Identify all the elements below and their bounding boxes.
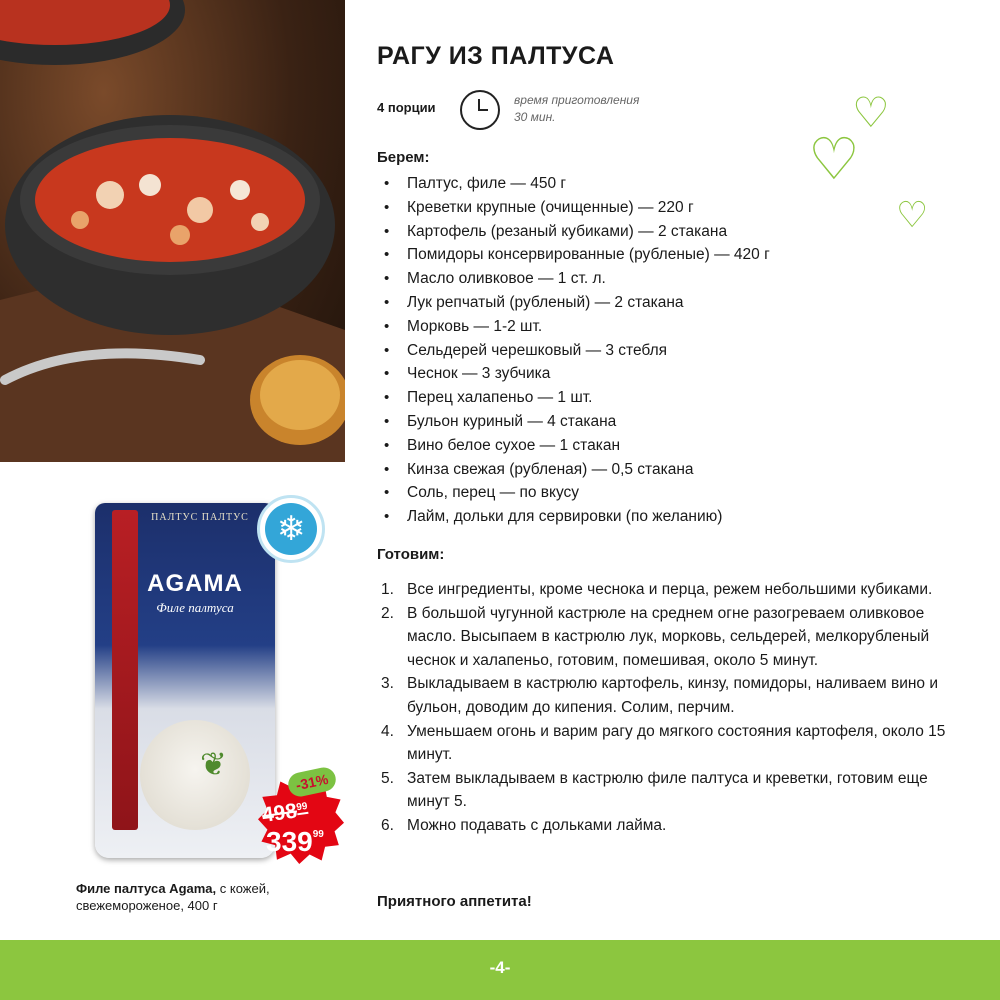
step-number: 6. [381,816,394,834]
step-text: В большой чугунной кастрюле на среднем огне разогреваем оливковое масло. Высыпаем в кастрюлю лук, морковь, сельдерей, мелкорубленый чеснок и халапеньо, готовим, помешивая, около 5 минут. [407,604,930,669]
ingredients-list [377,172,897,529]
step-number: 2. [381,604,394,622]
step-item [377,672,947,719]
ingredient-item: • Сельдерей черешковый — 3 стебля [377,339,897,363]
heart-icon: ♡ [852,88,890,137]
dill-icon: ❦ [200,745,227,783]
ingredient-item: • Бульон куриный — 4 стакана [377,410,897,434]
ingredient-item: • Лук репчатый (рубленый) — 2 стакана [377,291,897,315]
ingredient-item: • Масло оливковое — 1 ст. л. [377,267,897,291]
heart-icon: ♡ [896,195,929,236]
soup-illustration [0,0,345,462]
step-text: Можно подавать с дольками лайма. [407,816,667,834]
step-number: 3. [381,675,394,693]
ingredient-item: • Лайм, дольки для сервировки (по желанию) [377,505,897,529]
recipe-title: РАГУ ИЗ ПАЛТУСА [377,42,615,70]
ingredient-item: • Морковь — 1-2 шт. [377,315,897,339]
snowflake-icon: ❄ [265,503,317,555]
ingredient-item: • Перец халапеньо — 1 шт. [377,386,897,410]
cook-time-label: время приготовления [514,93,640,107]
step-item [377,814,947,838]
step-number: 4. [381,722,394,740]
product-caption-name: Филе палтуса Agama, [76,881,217,896]
step-item [377,720,947,767]
ingredient-item: • Чеснок — 3 зубчика [377,362,897,386]
step-item [377,767,947,814]
new-price-cents: 99 [312,829,324,840]
ingredients-heading: Берем: [377,149,430,166]
ingredient-item: • Картофель (резаный кубиками) — 2 стакана [377,220,897,244]
step-text: Уменьшаем огонь и варим рагу до мягкого состояния картофеля, около 15 минут. [407,722,946,764]
clock-icon [460,90,500,130]
step-text: Выкладываем в кастрюлю картофель, кинзу, помидоры, наливаем вино и бульон, доводим до кипения. Солим, перчим. [407,675,939,716]
fish-fillet-image [140,720,250,830]
quality-ribbon [112,510,138,830]
ingredient-item: • Палтус, филе — 450 г [377,172,897,196]
ingredient-item: • Соль, перец — по вкусу [377,481,897,505]
portions-label: 4 порции [377,100,436,115]
page-number: -4- [489,958,511,977]
package-brand: AGAMA [147,570,243,597]
ingredient-item: • Креветки крупные (очищенные) — 220 г [377,196,897,220]
package-subtitle: Филе палтуса [156,600,234,615]
heart-icon: ♡ [808,125,860,193]
old-price-cents: 99 [295,800,309,814]
package-top-label: ПАЛТУС ПАЛТУС [151,512,249,523]
step-number: 1. [381,581,394,598]
step-text: Затем выкладываем в кастрюлю филе палтуса и креветки, готовим еще минут 5. [407,769,928,811]
step-number: 5. [381,769,394,787]
closing-text: Приятного аппетита! [377,893,532,910]
step-item [377,602,947,673]
ingredient-item: • Кинза свежая (рубленая) — 0,5 стакана [377,458,897,482]
old-price-main: 498 [260,799,299,828]
new-price [266,826,324,858]
ingredient-item: • Вино белое сухое — 1 стакан [377,434,897,458]
step-item [377,578,947,602]
product-caption [76,880,346,914]
cook-time-value: 30 мин. [514,110,556,124]
steps-heading: Готовим: [377,546,445,563]
step-text: Все ингредиенты, кроме чеснока и перца, режем небольшими кубиками. [407,581,933,598]
new-price-main: 339 [266,826,313,857]
ingredient-item: • Помидоры консервированные (рубленые) — 420 г [377,243,897,267]
dish-photo [0,0,345,462]
product-caption-details: с кожей, свежемороженое, 400 г [76,881,270,913]
discount-badge: -31% [286,765,338,798]
steps-list [377,578,947,838]
frozen-badge [257,495,325,563]
